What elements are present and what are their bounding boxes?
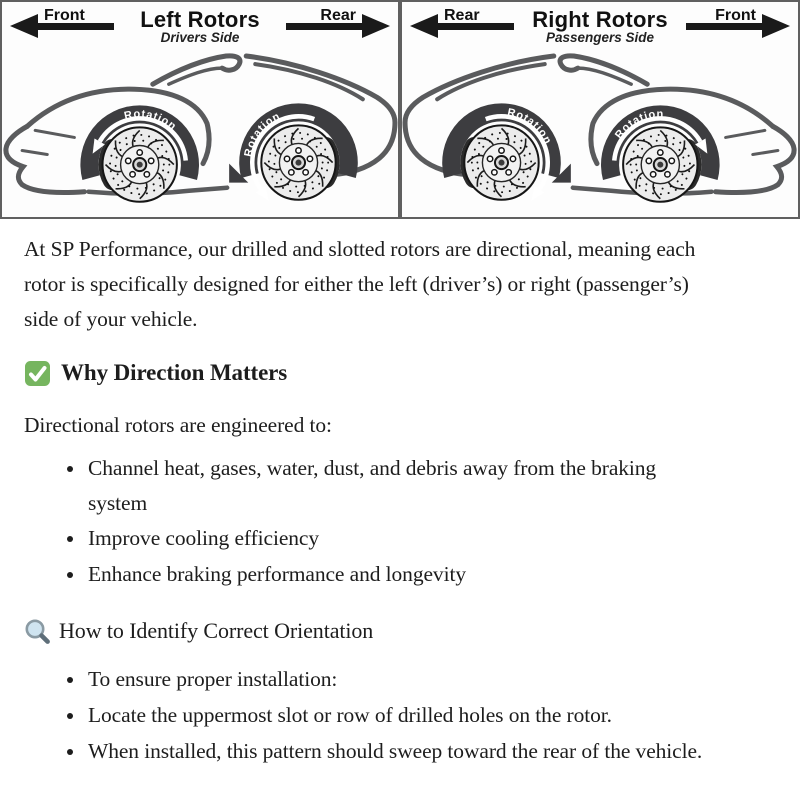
list-item: • When installed, this pattern should sweep toward the rear of the vehicle. — [86, 734, 703, 769]
right-rotors-panel — [400, 0, 800, 219]
svg-text:Rotation: Rotation — [242, 110, 283, 158]
rear-arrow-icon — [280, 7, 392, 41]
orientation-list — [24, 662, 776, 769]
list-item: • Enhance braking performance and longevity — [86, 557, 703, 592]
left-rotors-panel — [0, 0, 400, 219]
lead-paragraph: Directional rotors are engineered to: — [24, 413, 332, 437]
right-panel-titles — [532, 8, 668, 45]
intro-paragraph: At SP Performance, our drilled and slotted rotors are directional, meaning each rotor is specifically designed for either the left (driver’s) or right (passenger’s) side of your vehicle. — [24, 237, 696, 331]
panel-subtitle: Drivers Side — [160, 30, 240, 46]
section-heading-why-direction-matters — [24, 358, 776, 388]
panel-subtitle: Passengers Side — [545, 30, 655, 46]
section-heading-identify-orientation — [24, 616, 776, 646]
section-title: How to Identify Correct Orientation — [59, 618, 374, 643]
left-panel-header — [2, 2, 398, 49]
list-item: • Channel heat, gases, water, dust, and debris away from the braking system — [86, 451, 703, 520]
benefits-list — [24, 451, 776, 591]
list-item: • Locate the uppermost slot or row of drilled holes on the rotor. — [86, 698, 703, 733]
list-item: • To ensure proper installation: — [86, 662, 703, 697]
svg-text:Rotation: Rotation — [506, 106, 554, 147]
left-car-illustration — [2, 49, 398, 219]
rear-arrow-icon — [408, 7, 520, 41]
magnifying-glass-icon — [24, 618, 51, 645]
panel-title: Left Rotors — [140, 7, 260, 32]
panel-title: Right Rotors — [532, 7, 668, 32]
article-body — [0, 232, 800, 769]
front-arrow-icon — [680, 7, 792, 41]
check-mark-icon — [24, 360, 51, 387]
front-label: Front — [44, 7, 85, 24]
rear-label: Rear — [320, 7, 356, 24]
front-label: Front — [715, 7, 756, 24]
svg-text:Rotation: Rotation — [612, 108, 665, 142]
right-car-illustration — [402, 49, 798, 219]
section-title: Why Direction Matters — [61, 360, 288, 385]
list-item: • Improve cooling efficiency — [86, 521, 703, 556]
rear-label: Rear — [444, 7, 480, 24]
left-panel-titles — [140, 8, 260, 45]
front-arrow-icon — [8, 7, 120, 41]
right-panel-header — [402, 2, 798, 49]
rotor-direction-diagram — [0, 0, 800, 219]
svg-text:Rotation: Rotation — [123, 108, 179, 134]
